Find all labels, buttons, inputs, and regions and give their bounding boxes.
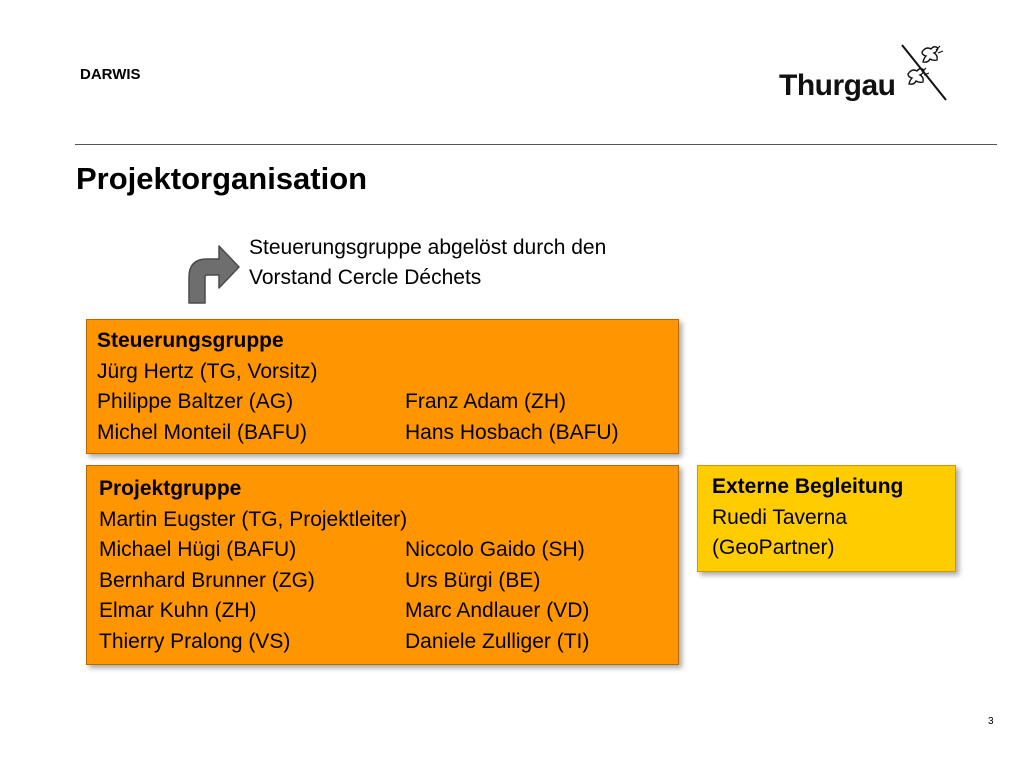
member-name: Franz Adam (ZH) [405, 390, 567, 413]
project-group-title: Projektgruppe [99, 477, 242, 500]
project-group-box [86, 465, 679, 665]
member-name: Bernhard Brunner (ZG) [99, 568, 315, 592]
member-row [97, 387, 678, 418]
thurgau-lions-emblem-icon [900, 42, 950, 102]
steering-group-box [86, 319, 679, 454]
member-name: Hans Hosbach (BAFU) [405, 420, 619, 444]
member-name: Urs Bürgi (BE) [405, 568, 541, 592]
external-support-title: Externe Begleitung [712, 475, 904, 498]
turn-right-arrow-icon [186, 243, 242, 305]
member-name: Marc Andlauer (VD) [405, 599, 590, 622]
note-line-1: Steuerungsgruppe abgelöst durch den [249, 236, 607, 259]
member-name: Niccolo Gaido (SH) [405, 538, 585, 561]
member-name: Daniele Zulliger (TI) [405, 629, 590, 653]
member-row [97, 418, 678, 449]
replacement-note [249, 233, 606, 293]
member-row [99, 596, 678, 627]
external-support-company: (GeoPartner) [712, 536, 835, 559]
member-name: Thierry Pralong (VS) [99, 629, 291, 653]
member-name: Philippe Baltzer (AG) [97, 390, 294, 413]
external-support-person: Ruedi Taverna [712, 505, 848, 529]
member-row [99, 566, 678, 597]
page-title: Projektorganisation [76, 161, 368, 196]
member-row [99, 627, 678, 658]
steering-group-lead: Jürg Hertz (TG, Vorsitz) [97, 359, 318, 383]
note-line-2: Vorstand Cercle Déchets [249, 266, 482, 289]
project-group-lead: Martin Eugster (TG, Projektleiter) [99, 507, 408, 531]
header-divider [75, 144, 997, 145]
member-name: Michel Monteil (BAFU) [97, 420, 308, 444]
thurgau-logo [776, 42, 952, 106]
member-name: Michael Hügi (BAFU) [99, 538, 297, 561]
page-number: 3 [988, 716, 994, 727]
external-support-box [697, 465, 956, 572]
header-label: DARWIS [80, 66, 141, 83]
logo-text: Thurgau [779, 69, 896, 102]
member-name: Elmar Kuhn (ZH) [99, 599, 257, 622]
member-row [99, 535, 678, 566]
steering-group-title: Steuerungsgruppe [97, 329, 284, 352]
